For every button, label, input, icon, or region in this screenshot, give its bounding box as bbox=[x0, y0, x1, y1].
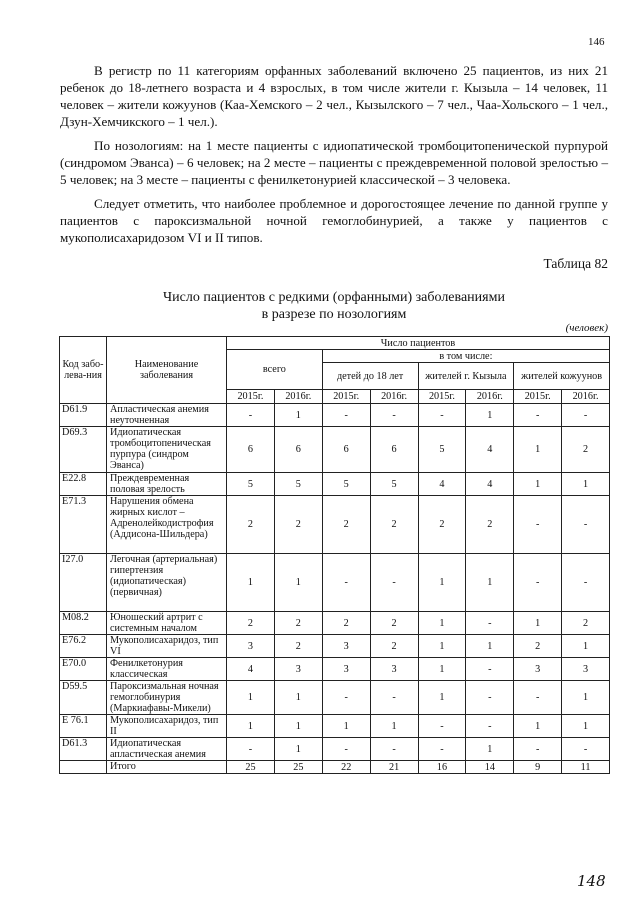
table-label: Таблица 82 bbox=[543, 256, 608, 271]
value-cell: 5 bbox=[370, 473, 418, 496]
disease-code: M08.2 bbox=[60, 612, 107, 635]
value-cell: - bbox=[514, 496, 562, 554]
value-cell: 6 bbox=[370, 427, 418, 473]
value-cell: 2 bbox=[274, 635, 322, 658]
value-cell: 3 bbox=[227, 635, 275, 658]
value-cell: 2 bbox=[370, 496, 418, 554]
value-cell: - bbox=[514, 681, 562, 715]
table-row bbox=[60, 554, 610, 612]
value-cell: 1 bbox=[227, 715, 275, 738]
table-row bbox=[60, 635, 610, 658]
value-cell: 1 bbox=[418, 681, 466, 715]
value-cell: - bbox=[466, 715, 514, 738]
value-cell: 1 bbox=[274, 681, 322, 715]
value-cell: 6 bbox=[274, 427, 322, 473]
value-cell: - bbox=[562, 554, 610, 612]
header-disease-name: Наименование заболевания bbox=[107, 337, 227, 404]
header-code: Код забо-лева-ния bbox=[60, 337, 107, 404]
value-cell: - bbox=[562, 738, 610, 761]
value-cell: 4 bbox=[227, 658, 275, 681]
header-year-2015: 2015г. bbox=[227, 390, 275, 404]
value-cell: 3 bbox=[322, 635, 370, 658]
total-cell: 9 bbox=[514, 761, 562, 774]
header-kozhuun: жителей кожуунов bbox=[514, 363, 610, 390]
disease-name: Мукополисахаридоз, тип II bbox=[107, 715, 227, 738]
disease-name: Апластическая анемия неуточненная bbox=[107, 404, 227, 427]
value-cell: 1 bbox=[322, 715, 370, 738]
disease-code: E76.2 bbox=[60, 635, 107, 658]
value-cell: 3 bbox=[514, 658, 562, 681]
table-title bbox=[60, 289, 608, 323]
paragraph-note: Следует отметить, что наиболее проблемное и дорогостоящее лечение по данной группе у пациентов с пароксизмальной ночной гемоглобинурией, а также у пациентов с мукополисахаридозом VI и II типов. bbox=[60, 196, 608, 245]
unit-note: (человек) bbox=[565, 322, 608, 334]
value-cell: - bbox=[418, 738, 466, 761]
total-cell: 25 bbox=[274, 761, 322, 774]
value-cell: 1 bbox=[418, 658, 466, 681]
header-including: в том числе: bbox=[322, 350, 609, 363]
table-row bbox=[60, 715, 610, 738]
header-year-2016: 2016г. bbox=[274, 390, 322, 404]
value-cell: 1 bbox=[418, 635, 466, 658]
value-cell: - bbox=[370, 554, 418, 612]
header-patient-count: Число пациентов bbox=[227, 337, 610, 350]
disease-name: Идиопатическая апластическая анемия bbox=[107, 738, 227, 761]
value-cell: - bbox=[514, 554, 562, 612]
value-cell: - bbox=[370, 681, 418, 715]
value-cell: - bbox=[466, 658, 514, 681]
value-cell: 1 bbox=[466, 554, 514, 612]
totals-label: Итого bbox=[107, 761, 227, 774]
header-year-2016: 2016г. bbox=[562, 390, 610, 404]
table-row bbox=[60, 612, 610, 635]
table-body bbox=[60, 404, 610, 761]
header-year-2015: 2015г. bbox=[514, 390, 562, 404]
disease-name: Мукополисахаридоз, тип VI bbox=[107, 635, 227, 658]
handwritten-page-number: 148 bbox=[577, 872, 606, 890]
header-year-2016: 2016г. bbox=[466, 390, 514, 404]
value-cell: 4 bbox=[418, 473, 466, 496]
value-cell: 2 bbox=[370, 612, 418, 635]
value-cell: 1 bbox=[274, 554, 322, 612]
disease-code: D69.3 bbox=[60, 427, 107, 473]
value-cell: 1 bbox=[227, 554, 275, 612]
total-cell: 16 bbox=[418, 761, 466, 774]
total-cell: 22 bbox=[322, 761, 370, 774]
header-total: всего bbox=[227, 350, 323, 390]
value-cell: 1 bbox=[466, 635, 514, 658]
totals-code-cell bbox=[60, 761, 107, 774]
disease-name: Нарушения обмена жирных кислот – Адренолейкодистрофия (Аддисона-Шильдера) bbox=[107, 496, 227, 554]
paragraph-nosology: По нозологиям: на 1 месте пациенты с идиопатической тромбоцитопенической пурпурой (синдромом Эванса) – 6 человек; на 2 месте – пациенты с преждевременной половой зрелостью – 5 человек; на 3 месте – пациенты с фенилкетонурией классической – 3 человека. bbox=[60, 138, 608, 187]
table-row bbox=[60, 496, 610, 554]
value-cell: 1 bbox=[274, 404, 322, 427]
header-year-2015: 2015г. bbox=[418, 390, 466, 404]
value-cell: 1 bbox=[466, 738, 514, 761]
value-cell: - bbox=[322, 554, 370, 612]
value-cell: 2 bbox=[466, 496, 514, 554]
value-cell: 2 bbox=[274, 612, 322, 635]
value-cell: 4 bbox=[466, 473, 514, 496]
page-number: 146 bbox=[588, 36, 605, 48]
value-cell: 5 bbox=[227, 473, 275, 496]
disease-code: E22.8 bbox=[60, 473, 107, 496]
value-cell: - bbox=[370, 404, 418, 427]
value-cell: - bbox=[562, 404, 610, 427]
value-cell: 2 bbox=[562, 612, 610, 635]
value-cell: 4 bbox=[466, 427, 514, 473]
value-cell: 3 bbox=[274, 658, 322, 681]
header-year-2016: 2016г. bbox=[370, 390, 418, 404]
value-cell: 1 bbox=[274, 738, 322, 761]
body-text bbox=[60, 62, 608, 255]
value-cell: - bbox=[370, 738, 418, 761]
value-cell: 2 bbox=[322, 612, 370, 635]
disease-code: D61.9 bbox=[60, 404, 107, 427]
value-cell: 2 bbox=[418, 496, 466, 554]
patients-table bbox=[59, 336, 610, 774]
value-cell: 1 bbox=[562, 715, 610, 738]
value-cell: 1 bbox=[274, 715, 322, 738]
value-cell: 2 bbox=[562, 427, 610, 473]
disease-name: Идиопатическая тромбоцитопеническая пурпура (синдром Эванса) bbox=[107, 427, 227, 473]
disease-name: Фенилкетонурия классическая bbox=[107, 658, 227, 681]
value-cell: 1 bbox=[514, 473, 562, 496]
value-cell: - bbox=[322, 404, 370, 427]
table-row bbox=[60, 404, 610, 427]
header-year-2015: 2015г. bbox=[322, 390, 370, 404]
value-cell: 5 bbox=[322, 473, 370, 496]
value-cell: 1 bbox=[562, 635, 610, 658]
value-cell: - bbox=[562, 496, 610, 554]
value-cell: 2 bbox=[322, 496, 370, 554]
value-cell: 3 bbox=[322, 658, 370, 681]
total-cell: 21 bbox=[370, 761, 418, 774]
value-cell: - bbox=[418, 404, 466, 427]
disease-code: E 76.1 bbox=[60, 715, 107, 738]
value-cell: - bbox=[466, 612, 514, 635]
value-cell: 5 bbox=[274, 473, 322, 496]
value-cell: 6 bbox=[227, 427, 275, 473]
value-cell: 1 bbox=[227, 681, 275, 715]
disease-name: Легочная (артериальная) гипертензия (идиопатическая) (первичная) bbox=[107, 554, 227, 612]
value-cell: 2 bbox=[227, 496, 275, 554]
value-cell: 1 bbox=[418, 612, 466, 635]
header-kyzyl: жителей г. Кызыла bbox=[418, 363, 514, 390]
value-cell: 3 bbox=[370, 658, 418, 681]
totals-row bbox=[60, 761, 610, 774]
disease-code: I27.0 bbox=[60, 554, 107, 612]
value-cell: - bbox=[466, 681, 514, 715]
table-row bbox=[60, 658, 610, 681]
value-cell: 2 bbox=[274, 496, 322, 554]
value-cell: - bbox=[514, 404, 562, 427]
value-cell: - bbox=[227, 738, 275, 761]
disease-name: Преждевременная половая зрелость bbox=[107, 473, 227, 496]
disease-code: D59.5 bbox=[60, 681, 107, 715]
disease-code: E70.0 bbox=[60, 658, 107, 681]
value-cell: - bbox=[322, 738, 370, 761]
table-row bbox=[60, 681, 610, 715]
table-row bbox=[60, 473, 610, 496]
disease-code: E71.3 bbox=[60, 496, 107, 554]
value-cell: - bbox=[227, 404, 275, 427]
disease-code: D61.3 bbox=[60, 738, 107, 761]
value-cell: 1 bbox=[562, 473, 610, 496]
table-title-line-1: Число пациентов с редкими (орфанными) заболеваниями bbox=[163, 290, 505, 305]
value-cell: 2 bbox=[227, 612, 275, 635]
table-row bbox=[60, 738, 610, 761]
value-cell: 5 bbox=[418, 427, 466, 473]
value-cell: 1 bbox=[514, 715, 562, 738]
table-row bbox=[60, 427, 610, 473]
table-title-line-2: в разрезе по нозологиям bbox=[261, 307, 407, 322]
total-cell: 11 bbox=[562, 761, 610, 774]
total-cell: 14 bbox=[466, 761, 514, 774]
value-cell: - bbox=[418, 715, 466, 738]
header-children: детей до 18 лет bbox=[322, 363, 418, 390]
disease-name: Пароксизмальная ночная гемоглобинурия (Маркиафавы-Микели) bbox=[107, 681, 227, 715]
value-cell: 2 bbox=[514, 635, 562, 658]
value-cell: 1 bbox=[514, 427, 562, 473]
value-cell: 1 bbox=[562, 681, 610, 715]
total-cell: 25 bbox=[227, 761, 275, 774]
value-cell: - bbox=[322, 681, 370, 715]
value-cell: 1 bbox=[466, 404, 514, 427]
value-cell: 1 bbox=[370, 715, 418, 738]
value-cell: - bbox=[514, 738, 562, 761]
value-cell: 1 bbox=[514, 612, 562, 635]
disease-name: Юношеский артрит с системным началом bbox=[107, 612, 227, 635]
value-cell: 1 bbox=[418, 554, 466, 612]
value-cell: 2 bbox=[370, 635, 418, 658]
value-cell: 6 bbox=[322, 427, 370, 473]
value-cell: 3 bbox=[562, 658, 610, 681]
paragraph-registry: В регистр по 11 категориям орфанных заболеваний включено 25 пациентов, из них 21 ребенок до 18-летнего возраста и 4 взрослых, в том числе жители г. Кызыла – 14 человек, 11 человек – жители кожуунов (Каа-Хемского – 2 чел., Кызылского – 7 чел., Чаа-Хольского – 1 чел., Дзун-Хемчикского – 1 чел.). bbox=[60, 63, 608, 129]
